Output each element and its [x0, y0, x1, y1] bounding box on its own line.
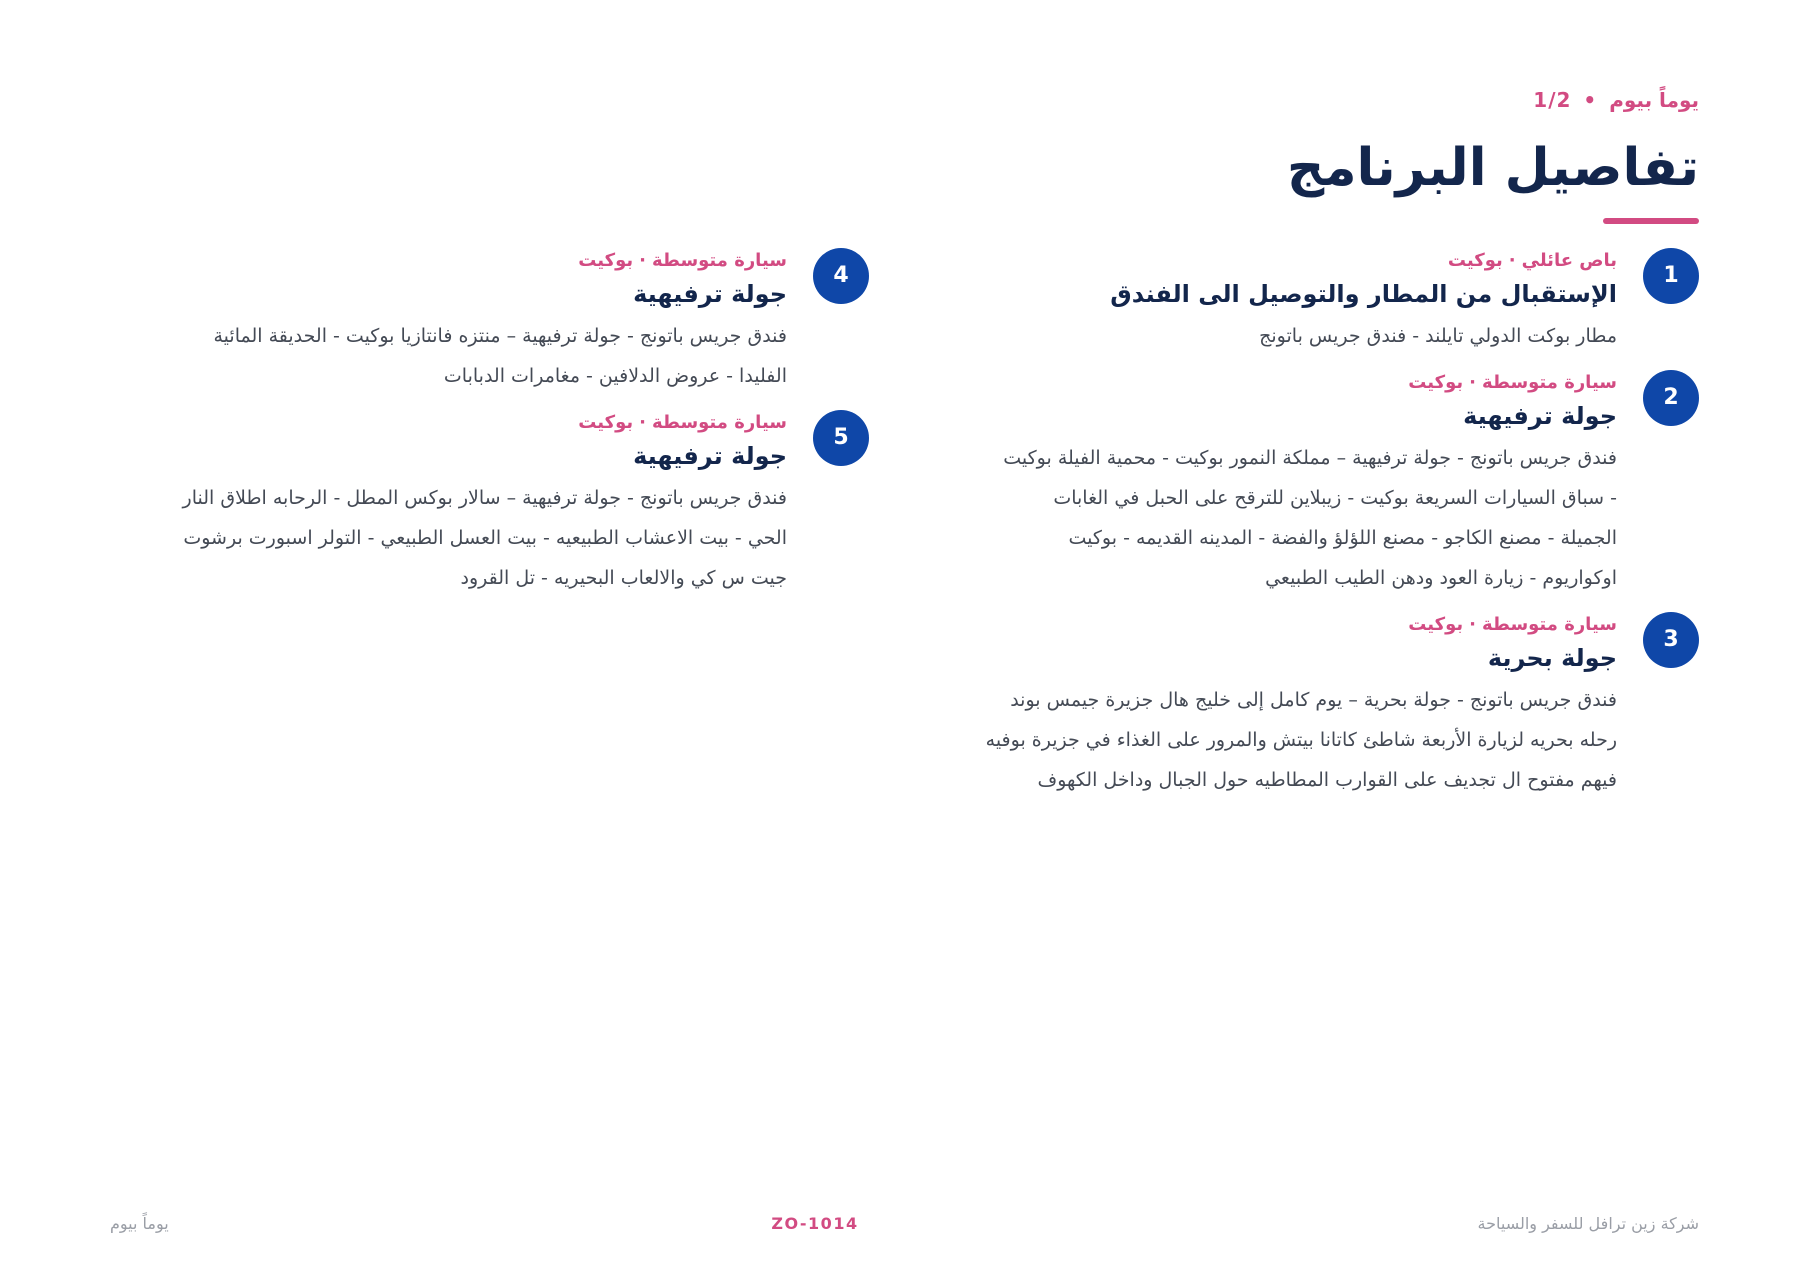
- item-meta: [939, 612, 1617, 638]
- item-meta: [939, 248, 1617, 274]
- meta-separator: ·: [639, 412, 646, 433]
- itinerary-item-3: [939, 612, 1699, 800]
- vehicle-label: سيارة متوسطة: [1482, 372, 1617, 393]
- step-number-badge: 3: [1643, 612, 1699, 668]
- description-line: الحي - بيت الاعشاب الطبيعيه - بيت العسل الطبيعي - التولر اسبورت برشوت: [183, 527, 787, 549]
- step-number-badge: 5: [813, 410, 869, 466]
- description-line: فيهم مفتوح ال تجديف على القوارب المطاطيه حول الجبال وداخل الكهوف: [1037, 769, 1617, 791]
- item-description: [149, 478, 787, 598]
- description-line: اوكواريوم - زيارة العود ودهن الطيب الطبيعي: [1265, 567, 1617, 589]
- itinerary-column-left: [149, 248, 869, 612]
- item-title: جولة ترفيهية: [633, 442, 787, 470]
- meta-separator: ·: [1508, 250, 1516, 271]
- meta-separator: ·: [639, 250, 646, 271]
- item-meta: [939, 370, 1617, 396]
- header: [999, 84, 1699, 200]
- item-title: جولة ترفيهية: [633, 280, 787, 308]
- vehicle-label: باص عائلي: [1521, 250, 1617, 271]
- description-line: فندق جريس باتونج - جولة بحرية – يوم كامل إلى خليج هال جزيرة جيمس بوند: [1010, 689, 1617, 711]
- item-meta: [149, 248, 787, 274]
- kicker-dot: •: [1583, 88, 1598, 112]
- description-line: - سباق السيارات السريعة بوكيت - زيبلاين للترقح على الحبل في الغابات: [1053, 487, 1617, 509]
- itinerary-item-5: [149, 410, 869, 598]
- footer-section-label: يوماً بيوم: [110, 1214, 169, 1233]
- itinerary-column-right: [939, 248, 1699, 814]
- page-indicator: 1/2: [1533, 88, 1572, 112]
- item-title: الإستقبال من المطار والتوصيل الى الفندق: [1110, 280, 1617, 308]
- footer-company-name: شركة زين ترافل للسفر والسياحة: [1477, 1214, 1699, 1233]
- footer-program-code: ZO-1014: [771, 1214, 859, 1233]
- location-label: بوكيت: [1408, 614, 1464, 635]
- description-line: الجميلة - مصنع الكاجو - مصنع اللؤلؤ والفضة - المدينه القديمه - بوكيت: [1068, 527, 1617, 549]
- title-underline: [1603, 218, 1699, 224]
- item-title: جولة ترفيهية: [1463, 402, 1617, 430]
- vehicle-label: سيارة متوسطة: [1482, 614, 1617, 635]
- location-label: بوكيت: [1408, 372, 1464, 393]
- meta-separator: ·: [1469, 372, 1476, 393]
- item-description: [939, 438, 1617, 598]
- description-line: فندق جريس باتونج - جولة ترفيهية – منتزه فانتازيا بوكيت - الحديقة المائية: [213, 325, 787, 347]
- step-number-badge: 1: [1643, 248, 1699, 304]
- itinerary-item-2: [939, 370, 1699, 598]
- page-title: تفاصيل البرنامج: [1286, 138, 1699, 198]
- description-line: مطار بوكت الدولي تايلند - فندق جريس باتونج: [1259, 325, 1617, 347]
- step-number-badge: 2: [1643, 370, 1699, 426]
- page-kicker: [999, 84, 1699, 116]
- location-label: بوكيت: [1447, 250, 1503, 271]
- step-number-badge: 4: [813, 248, 869, 304]
- description-line: فندق جريس باتونج - جولة ترفيهية – سالار بوكس المطل - الرحابه اطلاق النار: [182, 487, 787, 509]
- location-label: بوكيت: [578, 412, 634, 433]
- item-title: جولة بحرية: [1487, 644, 1617, 672]
- vehicle-label: سيارة متوسطة: [652, 412, 787, 433]
- description-line: الفليدا - عروض الدلافين - مغامرات الدبابات: [443, 365, 787, 387]
- itinerary-item-4: [149, 248, 869, 396]
- itinerary-item-1: [939, 248, 1699, 356]
- description-line: رحله بحريه لزيارة الأربعة شاطئ كاتانا بيتش والمرور على الغذاء في جزيرة بوفيه: [985, 729, 1617, 751]
- item-description: [939, 680, 1617, 800]
- vehicle-label: سيارة متوسطة: [652, 250, 787, 271]
- kicker-label: يوماً بيوم: [1609, 88, 1699, 112]
- location-label: بوكيت: [578, 250, 634, 271]
- item-description: [939, 316, 1617, 356]
- description-line: فندق جريس باتونج - جولة ترفيهية – مملكة النمور بوكيت - محمية الفيلة بوكيت: [1003, 447, 1617, 469]
- meta-separator: ·: [1469, 614, 1476, 635]
- item-meta: [149, 410, 787, 436]
- description-line: جيت س كي والالعاب البحيريه - تل القرود: [460, 567, 787, 589]
- item-description: [149, 316, 787, 396]
